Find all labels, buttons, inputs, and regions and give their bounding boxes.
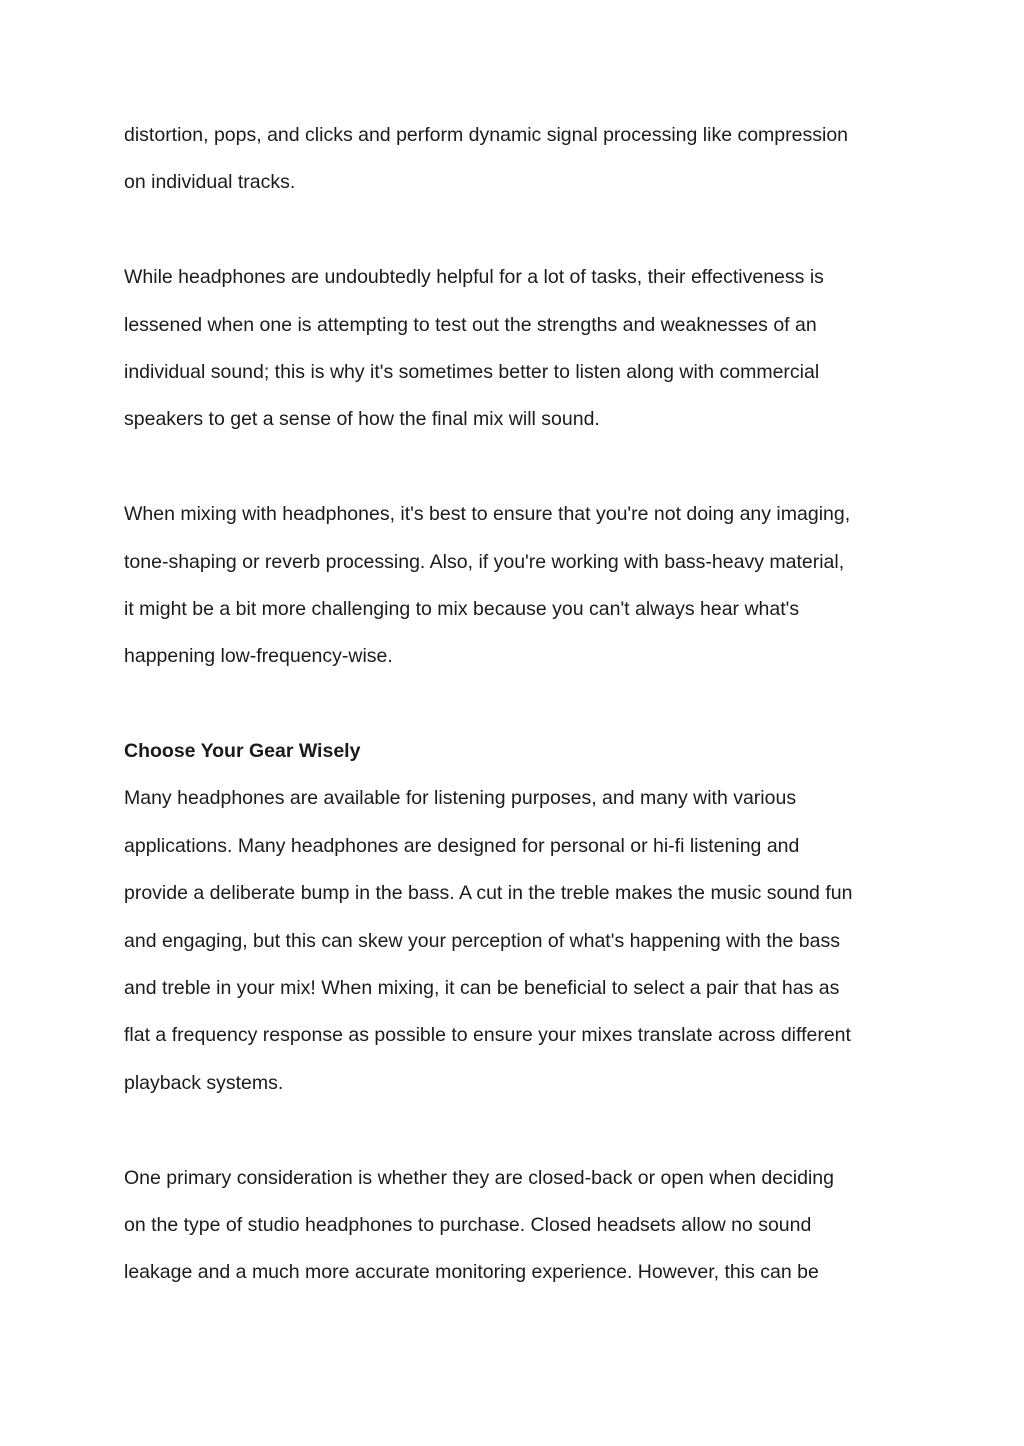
paragraph-line: While headphones are undoubtedly helpful for a lot of tasks, their effectiveness is <box>124 266 824 289</box>
paragraph-line: individual sound; this is why it's sometimes better to listen along with commercial <box>124 360 820 383</box>
paragraph-mixing-with-headphones <box>124 497 904 687</box>
paragraph-choose-gear <box>124 781 904 1113</box>
paragraph-line: flat a frequency response as possible to ensure your mixes translate across different <box>124 1024 851 1047</box>
document-page <box>124 118 904 1303</box>
paragraph-line: happening low-frequency-wise. <box>124 645 393 668</box>
paragraph-line: When mixing with headphones, it's best to ensure that you're not doing any imaging, <box>124 503 851 526</box>
paragraph-line: distortion, pops, and clicks and perform dynamic signal processing like compression <box>124 124 849 146</box>
paragraph-line: speakers to get a sense of how the final mix will sound. <box>124 408 600 431</box>
paragraph-line: and treble in your mix! When mixing, it can be beneficial to select a pair that has as <box>124 977 840 1000</box>
section-heading: Choose Your Gear Wisely <box>124 740 361 763</box>
paragraph-spacer <box>124 687 904 734</box>
paragraph-headphone-effectiveness <box>124 260 904 450</box>
paragraph-line: and engaging, but this can skew your perception of what's happening with the bass <box>124 929 840 952</box>
paragraph-line: lessened when one is attempting to test out the strengths and weaknesses of an <box>124 313 817 336</box>
paragraph-line: on individual tracks. <box>124 171 296 194</box>
paragraph-line: playback systems. <box>124 1071 284 1094</box>
paragraph-spacer <box>124 1113 904 1160</box>
paragraph-closed-vs-open <box>124 1161 904 1303</box>
paragraph-line: it might be a bit more challenging to mix because you can't always hear what's <box>124 597 800 620</box>
paragraph-line: tone-shaping or reverb processing. Also, if you're working with bass-heavy material, <box>124 550 845 573</box>
paragraph-line: on the type of studio headphones to purchase. Closed headsets allow no sound <box>124 1213 812 1236</box>
paragraph-line: provide a deliberate bump in the bass. A cut in the treble makes the music sound fun <box>124 882 853 905</box>
paragraph-line: Many headphones are available for listening purposes, and many with various <box>124 787 797 810</box>
paragraph-line: applications. Many headphones are designed for personal or hi-fi listening and <box>124 834 800 857</box>
paragraph-line: One primary consideration is whether they are closed-back or open when deciding <box>124 1166 834 1189</box>
paragraph-line: leakage and a much more accurate monitoring experience. However, this can be <box>124 1261 819 1284</box>
paragraph-spacer <box>124 213 904 260</box>
paragraph-signal-processing <box>124 118 904 213</box>
paragraph-spacer <box>124 450 904 497</box>
